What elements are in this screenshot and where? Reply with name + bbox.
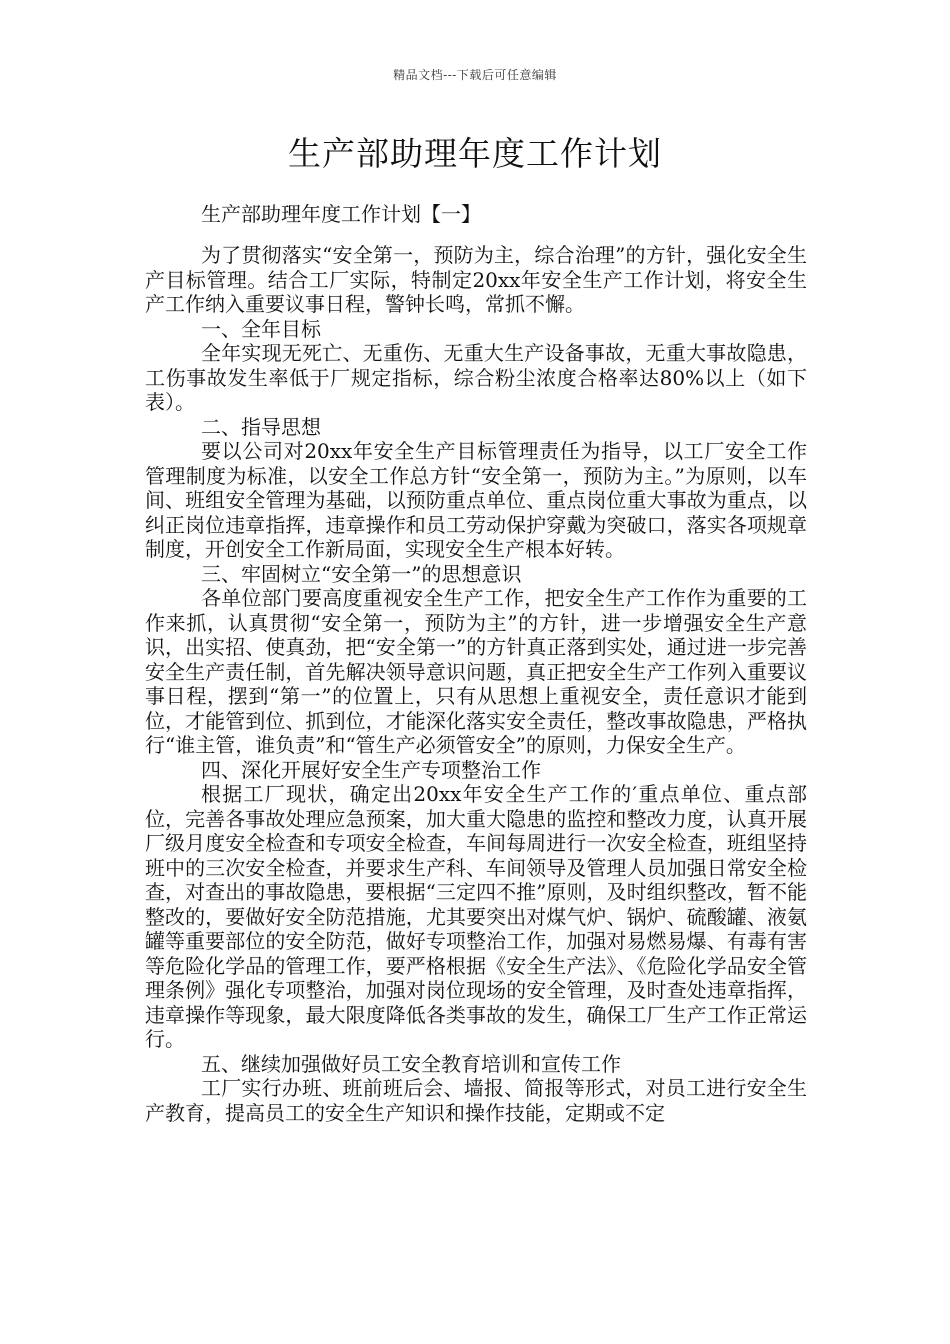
document-subtitle: 生产部助理年度工作计划【一】 [201,202,481,226]
document-body [145,243,807,1125]
header-note: 精品文档---下载后可任意编辑 [393,68,557,82]
body-paragraph: 各单位部门要高度重视安全生产工作，把安全生产工作作为重要的工作来抓，认真贯彻“安全第一，预防为主”的方针，进一步增强安全生产意识，出实招、使真劲，把“安全第一”的方针真正落到实处，通过进一步完善安全生产责任制，首先解决领导意识问题，真正把安全生产工作列入重要议事日程，摆到“第一”的位置上，只有从思想上重视安全，责任意识才能到位，才能管到位、抓到位，才能深化落实安全责任，整改事故隐患，严格执行“谁主管，谁负责”和“管生产必须管安全”的原则，力保安全生产。 [145,586,807,757]
body-paragraph: 根据工厂现状，确定出20xx年安全生产工作的′重点单位、重点部位，完善各事故处理应急预案，加大重大隐患的监控和整改力度，认真开展厂级月度安全检查和专项安全检查，车间每周进行一次安全检查，班组坚持班中的三次安全检查，并要求生产科、车间领导及管理人员加强日常安全检查，对查出的事故隐患，要根据“三定四不推”原则，及时组织整改，暂不能整改的，要做好安全防范措施，尤其要突出对煤气炉、锅炉、硫酸罐、液氨罐等重要部位的安全防范，做好专项整治工作，加强对易燃易爆、有毒有害等危险化学品的管理工作，要严格根据《安全生产法》、《危险化学品安全管理条例》强化专项整治，加强对岗位现场的安全管理，及时查处违章指挥，违章操作等现象，最大限度降低各类事故的发生，确保工厂生产工作正常运行。 [145,782,807,1051]
document-title: 生产部助理年度工作计划 [288,134,662,173]
section-heading-2: 二、指导思想 [201,414,321,439]
section-heading-1: 一、全年目标 [201,316,321,341]
body-paragraph: 工厂实行办班、班前班后会、墙报、简报等形式，对员工进行安全生产教育，提高员工的安全生产知识和操作技能，定期或不定 [145,1076,807,1125]
section-heading-5: 五、继续加强做好员工安全教育培训和宣传工作 [201,1051,621,1076]
body-paragraph: 全年实现无死亡、无重伤、无重大生产设备事故，无重大事故隐患，工伤事故发生率低于厂规定指标，综合粉尘浓度合格率达80%以上（如下表）。 [145,341,807,414]
section-heading-4: 四、深化开展好安全生产专项整治工作 [201,757,541,782]
body-paragraph: 要以公司对20xx年安全生产目标管理责任为指导，以工厂安全工作管理制度为标准，以安全工作总方针“安全第一，预防为主。”为原则，以车间、班组安全管理为基础，以预防重点单位、重点岗位重大事故为重点，以纠正岗位违章指挥，违章操作和员工劳动保护穿戴为突破口，落实各项规章制度，开创安全工作新局面，实现安全生产根本好转。 [145,439,807,561]
section-heading-3: 三、牢固树立“安全第一”的思想意识 [201,561,522,586]
intro-paragraph: 为了贯彻落实“安全第一，预防为主，综合治理”的方针，强化安全生产目标管理。结合工厂实际，特制定20xx年安全生产工作计划，将安全生产工作纳入重要议事日程，警钟长鸣，常抓不懈。 [145,243,807,316]
